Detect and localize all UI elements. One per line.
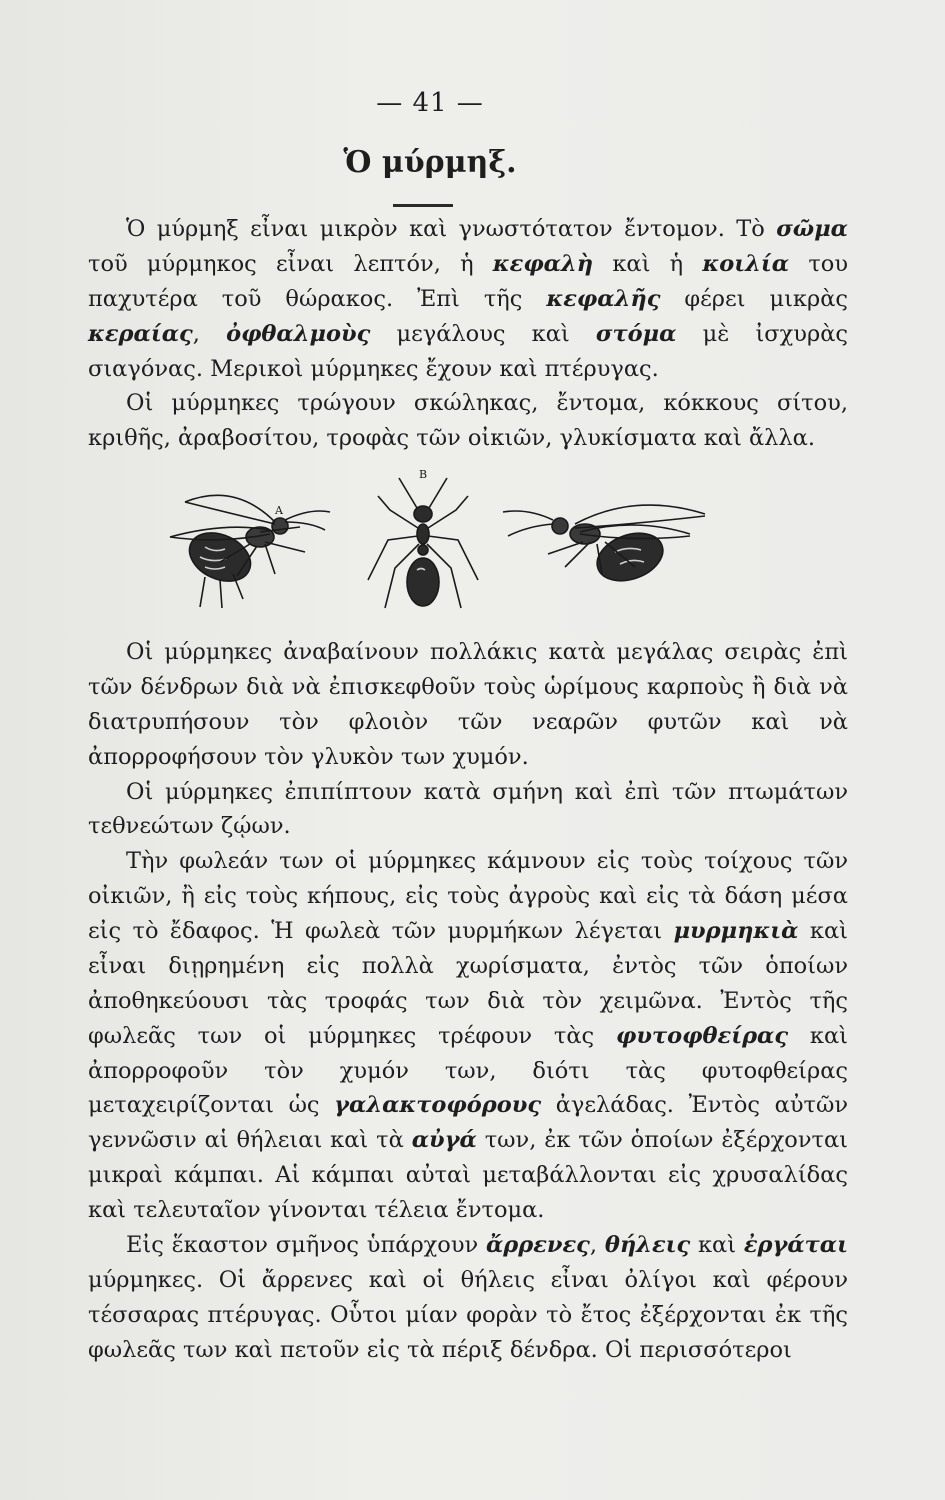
term-fytoftheiras: φυτοφθείρας: [616, 1022, 789, 1049]
paragraph-body-description: Ὁ μύρμηξ εἶναι μικρὸν καὶ γνωστότατον ἔντομον. Τὸ σῶμα τοῦ μύρμηκος εἶναι λεπτόν, ἡ κεφαλὴ καὶ ἡ κοιλία του παχυτέρα τοῦ θώρακος. Ἐπὶ τῆς κεφαλῆς φέρει μικρὰς κεραίας, ὀφθαλμοὺς μεγάλους καὶ στόμα μὲ ἰσχυρὰς σιαγόνας. Μερικοὶ μύρμηκες ἔχουν καὶ πτέρυγας.: [88, 216, 849, 382]
behavior-section: [88, 635, 848, 1367]
paragraph-diet: Οἱ μύρμηκες τρώγουν σκώληκας, ἔντομα, κόκκους σίτου, κριθῆς, ἀραβοσίτου, τροφὰς τῶν οἰκιῶν, γλυκίσματα καὶ ἄλλα.: [88, 390, 848, 452]
term-arrenes: ἄρρενες: [485, 1231, 590, 1258]
paragraph-castes: Εἰς ἕκαστον σμῆνος ὑπάρχουν ἄρρενες, θήλεις καὶ ἐργάται μύρμηκες. Οἱ ἄρρενες καὶ οἱ θήλεις εἶναι ὀλίγοι καὶ φέρουν τέσσαρας πτέρυγας. Οὗτοι μίαν φορὰν τὸ ἔτος ἐξέρχονται ἐκ τῆς φωλεᾶς των καὶ πετοῦν εἰς τὰ πέριξ δένδρα. Οἱ περισσότεροι: [88, 1231, 848, 1363]
term-thileis: θήλεις: [604, 1231, 691, 1258]
intro-section: [88, 212, 848, 456]
term-keraias: κεραίας: [88, 320, 193, 347]
chapter-title: Ὁ μύρμηξ.: [343, 145, 517, 180]
paragraph-nest: Τὴν φωλεάν των οἱ μύρμηκες κάμνουν εἰς τοὺς τοίχους τῶν οἰκιῶν, ἢ εἰς τοὺς κήπους, εἰς τοὺς ἀγροὺς καὶ εἰς τὰ δάση μέσα εἰς τὸ ἔδαφος. Ἡ φωλεὰ τῶν μυρμήκων λέγεται μυρμηκιὰ καὶ εἶναι διῃρημένη εἰς πολλὰ χωρίσματα, ἐντὸς τῶν ὁποίων ἀποθηκεύουσι τὰς τροφάς των διὰ τὸν χειμῶνα. Ἐντὸς τῆς φωλεᾶς των οἱ μύρμηκες τρέφουν τὰς φυτοφθείρας καὶ ἀπορροφοῦν τὸν χυμόν των, διότι τὰς φυτοφθείρας μεταχειρίζονται ὡς γαλακτοφόρους ἀγελάδας. Ἐντὸς αὐτῶν γεννῶσιν αἱ θήλειαι καὶ τὰ αὐγά των, ἐκ τῶν ὁποίων ἐξέρχονται μικραὶ κάμπαι. Αἱ κάμπαι αὐταὶ μεταβάλλονται εἰς χρυσαλίδας καὶ τελευταῖον γίνονται τέλεια ἔντομα.: [88, 848, 849, 1223]
paragraph-trees: Οἱ μύρμηκες ἀναβαίνουν πολλάκις κατὰ μεγάλας σειρὰς ἐπὶ τῶν δένδρων διὰ νὰ ἐπισκεφθοῦν τοὺς ὡρίμους καρποὺς ἢ διὰ νὰ διατρυπήσουν τὸν φλοιὸν τῶν νεαρῶν φυτῶν καὶ νὰ ἀπορροφήσουν τὸν γλυκὸν των χυμόν.: [88, 639, 848, 770]
term-ofthalmous: ὀφθαλμοὺς: [226, 320, 371, 347]
term-galaktoforous: γαλακτοφόρους: [334, 1092, 542, 1119]
paragraph-carcasses: Οἱ μύρμηκες ἐπιπίπτουν κατὰ σμήνη καὶ ἐπὶ τῶν πτωμάτων τεθνεώτων ζῴων.: [88, 778, 848, 840]
term-stoma: στόμα: [595, 320, 677, 347]
worker-ant-b: [368, 478, 478, 608]
term-koilia: κοιλία: [702, 250, 790, 277]
term-ergates: ἐργάται: [743, 1231, 848, 1258]
term-myrmikia: μυρμηκιὰ: [673, 918, 799, 944]
title-divider: [393, 204, 453, 207]
page-number: — 41 —: [376, 88, 484, 118]
term-kefalis: κεφαλῆς: [546, 285, 661, 312]
winged-ant-right: [503, 505, 705, 589]
ant-illustration: [165, 462, 725, 622]
figure-label-b: Β: [419, 468, 428, 481]
term-soma: σῶμα: [776, 216, 848, 242]
figure-label-a: Α: [275, 504, 283, 517]
term-kefali: κεφαλὴ: [492, 250, 594, 277]
term-auga: αὐγά: [411, 1127, 477, 1154]
winged-ant-a: [170, 495, 330, 608]
